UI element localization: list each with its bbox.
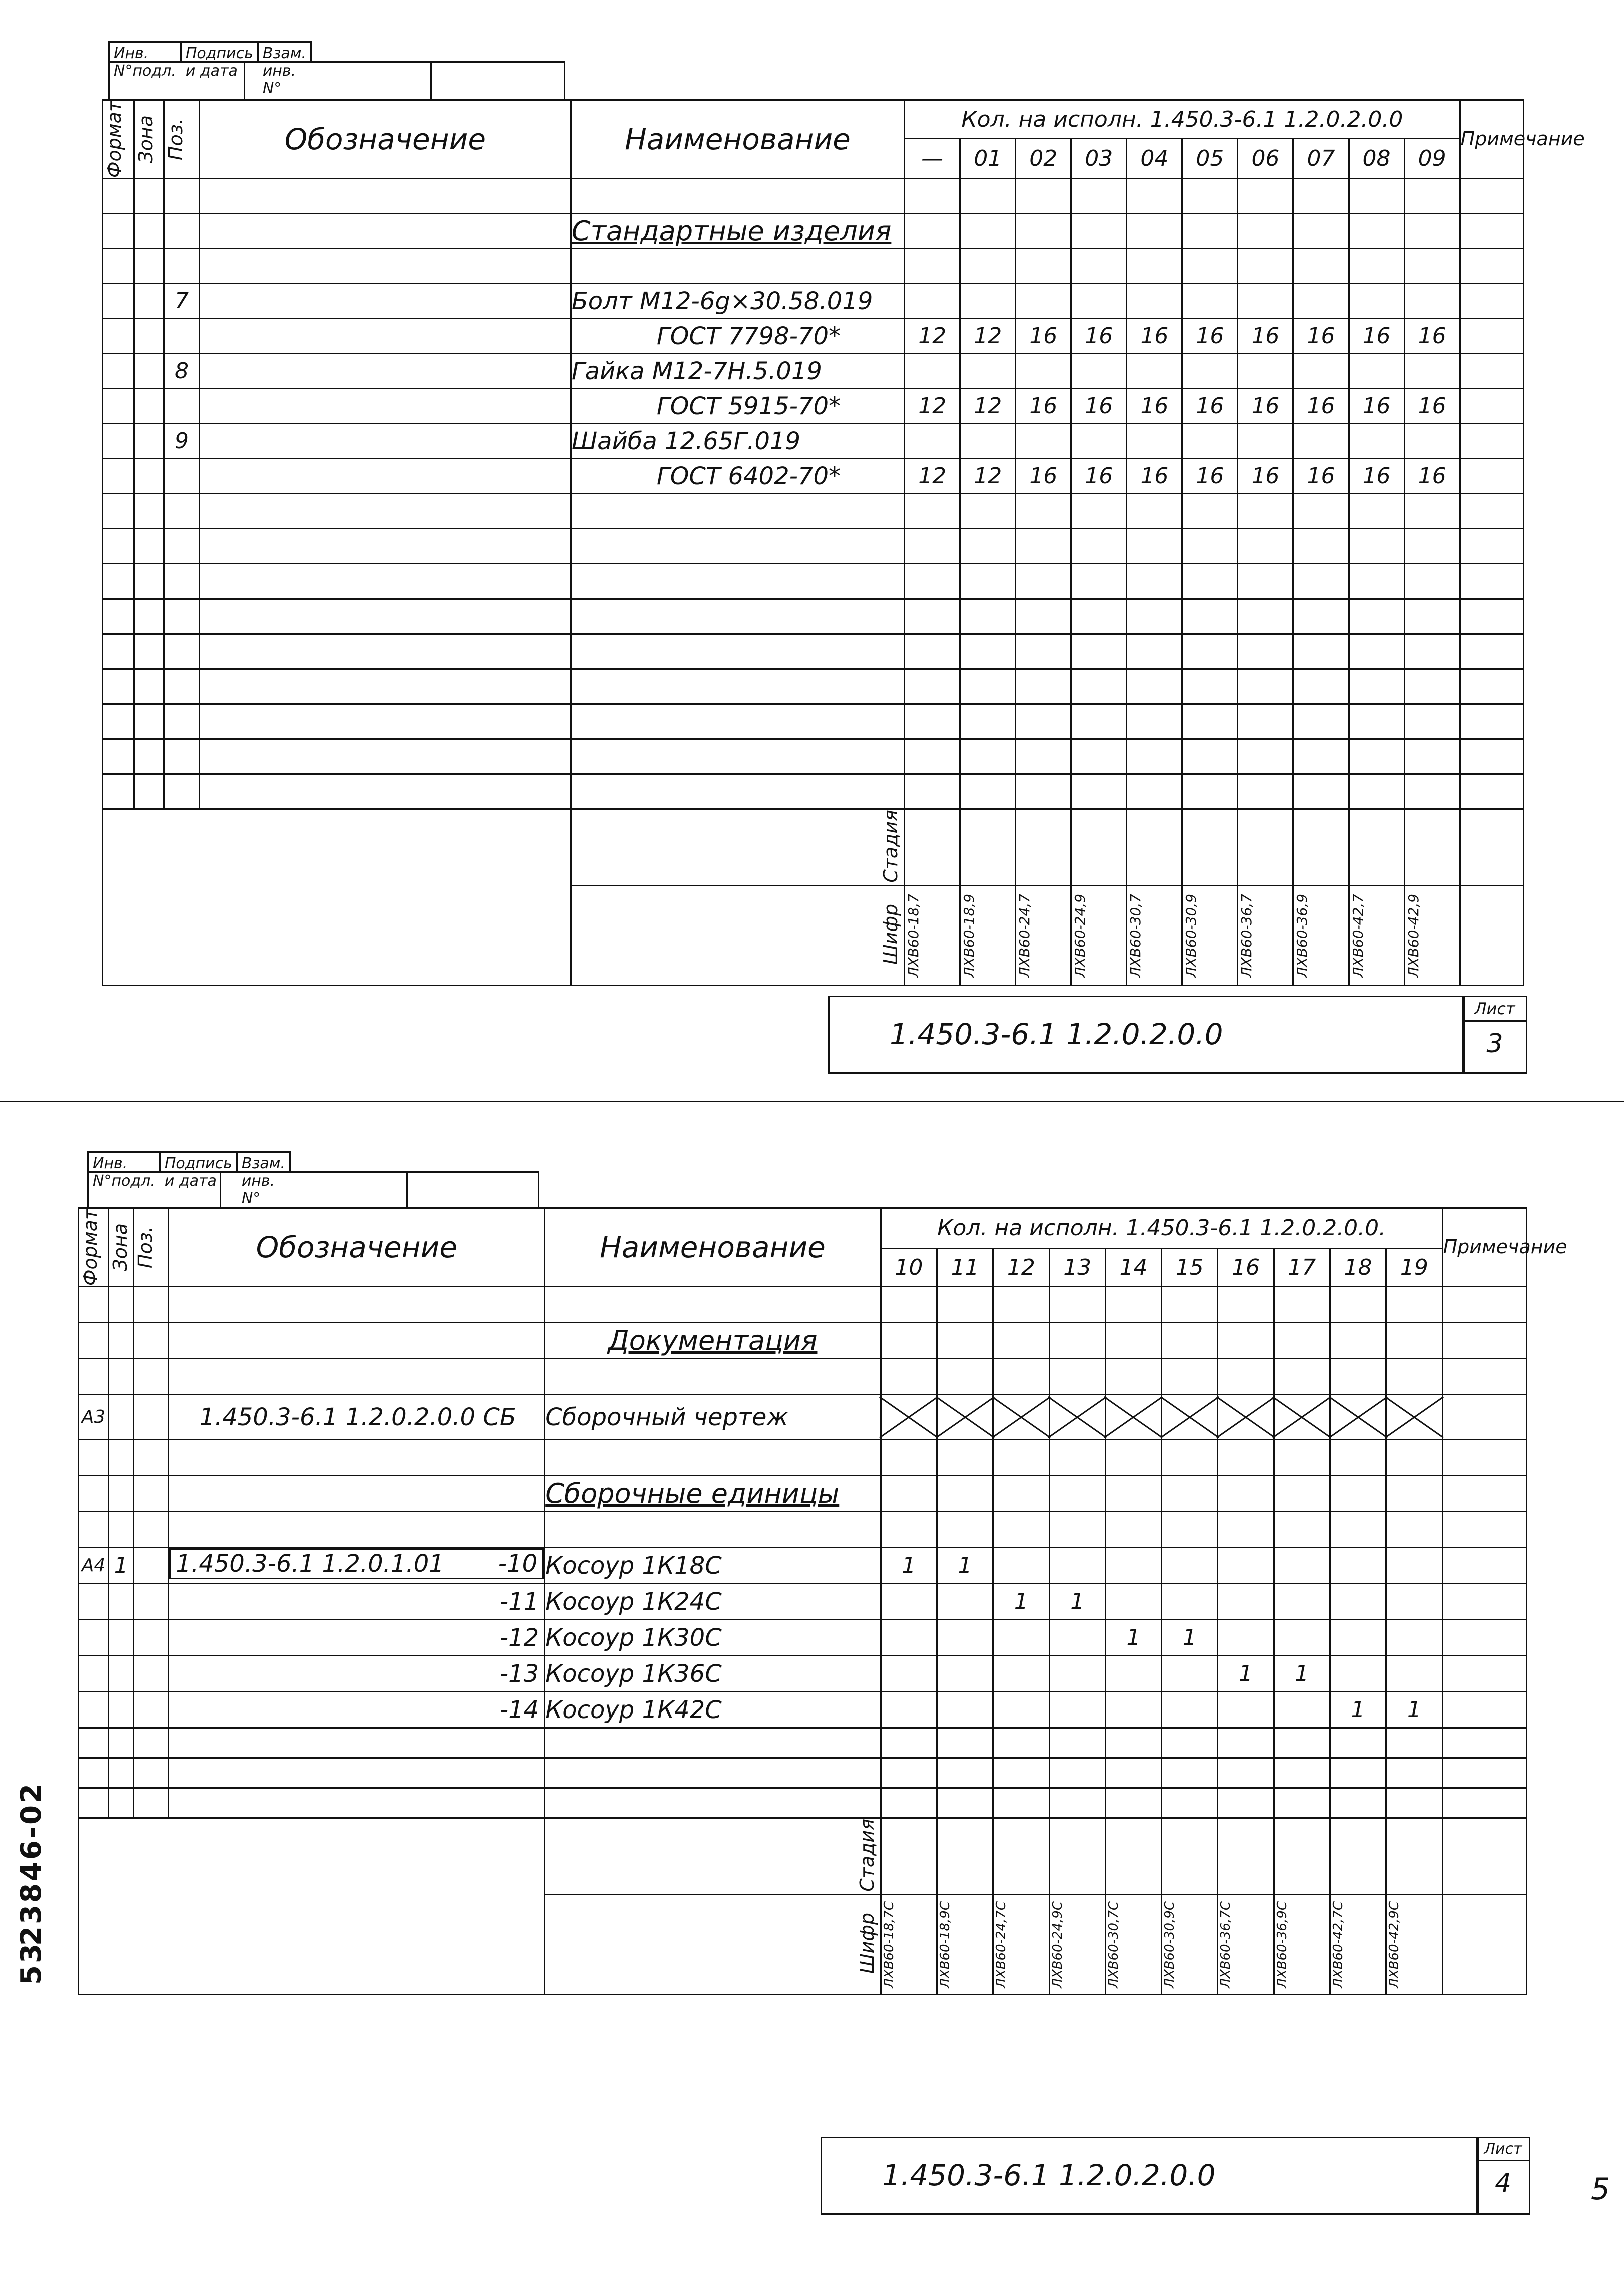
- item-name: Болт М12-6g×30.58.019: [571, 284, 904, 319]
- margin-page-number: 53: [15, 1942, 48, 1985]
- qty-cell: 16: [1016, 459, 1071, 494]
- variant-col: 10: [881, 1248, 937, 1286]
- table-row: [103, 459, 1524, 494]
- doc-number: 1.450.3-6.1 1.2.0.2.0.0: [890, 1017, 1223, 1051]
- row-name: Косоур 1К24С: [545, 1584, 881, 1620]
- table-row: [103, 424, 1524, 459]
- section-assembly-units: Сборочные единицы: [545, 1476, 881, 1512]
- qty-cell: 12: [905, 389, 960, 424]
- stage-label: Стадия: [856, 1819, 878, 1892]
- variant-col: 08: [1349, 139, 1404, 179]
- row-suffix: -11: [169, 1584, 545, 1620]
- variant-col: 13: [1049, 1248, 1105, 1286]
- cipher-cell: ЛХВ60-42,9С: [1387, 1901, 1402, 1988]
- cipher-cell: ЛХВ60-18,7С: [881, 1901, 897, 1988]
- variant-col: 04: [1127, 139, 1182, 179]
- col-note: Примечание: [1460, 100, 1523, 179]
- qty-cell: 16: [1016, 319, 1071, 354]
- col-pos: Поз.: [165, 118, 187, 161]
- table-row: [103, 284, 1524, 319]
- row-designation: 1.450.3-6.1 1.2.0.2.0.0 СБ: [169, 1395, 545, 1440]
- doc-number: 1.450.3-6.1 1.2.0.2.0.0: [882, 2158, 1216, 2192]
- cipher-cell: ЛХВ60-36,7: [1238, 893, 1255, 978]
- qty-cell: 16: [1349, 319, 1404, 354]
- page-divider: [0, 1101, 1624, 1102]
- qty-cell: 16: [1404, 319, 1460, 354]
- col-zone: Зона: [109, 1223, 132, 1271]
- table-row: [79, 1584, 1527, 1620]
- qty-cell: 16: [1404, 389, 1460, 424]
- cipher-cell: ЛХВ60-42,7: [1349, 893, 1366, 978]
- item-pos: 7: [164, 284, 200, 319]
- item-pos: 9: [164, 424, 200, 459]
- qty-cell: 16: [1349, 459, 1404, 494]
- qty-cell: 16: [1182, 459, 1238, 494]
- qty-cell: 16: [1293, 389, 1349, 424]
- col-format: Формат: [79, 1209, 101, 1286]
- sheet-number: 4: [1494, 2168, 1512, 2198]
- cipher-cell: ЛХВ60-30,7: [1127, 893, 1144, 978]
- qty-cell: 16: [1071, 389, 1127, 424]
- stamp-label-sign: Подпись и дата: [161, 1153, 238, 1173]
- qty-cell: 16: [1238, 389, 1293, 424]
- qty-cell: 16: [1127, 389, 1182, 424]
- qty-cell: 16: [1293, 459, 1349, 494]
- item-standard: ГОСТ 6402-70*: [571, 459, 904, 494]
- row-name: Сборочный чертеж: [545, 1395, 881, 1440]
- section-documentation: Документация: [545, 1323, 881, 1359]
- table-row: [79, 1548, 1527, 1584]
- variant-col: 16: [1218, 1248, 1274, 1286]
- qty-cell: 16: [1127, 459, 1182, 494]
- item-name: Гайка М12-7Н.5.019: [571, 354, 904, 389]
- col-pos: Поз.: [134, 1226, 157, 1269]
- qty-cell: 16: [1238, 319, 1293, 354]
- variant-col: 12: [993, 1248, 1049, 1286]
- sheet-label: Лист: [1477, 2138, 1529, 2161]
- variant-col: 19: [1386, 1248, 1442, 1286]
- qty-mark: 1: [1049, 1584, 1105, 1620]
- qty-cell: 16: [1016, 389, 1071, 424]
- cipher-cell: ЛХВ60-30,9С: [1162, 1901, 1178, 1988]
- approval-stamp-cells: [87, 1171, 539, 1209]
- stage-label: Стадия: [880, 810, 902, 883]
- approval-stamp-top: [108, 41, 312, 97]
- qty-mark: 1: [1162, 1620, 1218, 1656]
- row-format: А3: [79, 1395, 109, 1440]
- cipher-cell: ЛХВ60-42,9: [1405, 893, 1422, 978]
- variant-col: 07: [1293, 139, 1349, 179]
- table-row: [103, 389, 1524, 424]
- cipher-cell: ЛХВ60-30,9: [1183, 893, 1200, 978]
- title-block-sheet-3: [828, 996, 1465, 1074]
- col-designation: Обозначение: [169, 1208, 545, 1287]
- qty-cell: 16: [1071, 319, 1127, 354]
- table-row: [79, 1620, 1527, 1656]
- margin-album-code: 23846-02: [15, 1782, 48, 1946]
- cipher-cell: ЛХВ60-36,7С: [1218, 1901, 1234, 1988]
- qty-mark: 1: [881, 1548, 937, 1584]
- qty-cell: 12: [905, 319, 960, 354]
- sheet-number-box: [1462, 996, 1527, 1074]
- row-name: Косоур 1К42С: [545, 1692, 881, 1728]
- qty-mark: 1: [1330, 1692, 1386, 1728]
- qty-mark: 1: [937, 1548, 993, 1584]
- row-suffix: -14: [169, 1692, 545, 1728]
- variant-col: 05: [1182, 139, 1238, 179]
- variant-col: 18: [1330, 1248, 1386, 1286]
- row-format: А4: [79, 1548, 109, 1584]
- variant-col: 03: [1071, 139, 1127, 179]
- approval-stamp-cells: [108, 61, 565, 101]
- table-row: [79, 1656, 1527, 1692]
- stamp-label-inv: Инв. N°подл.: [110, 43, 182, 63]
- qty-cell: 12: [960, 319, 1016, 354]
- row-name: Косоур 1К30С: [545, 1620, 881, 1656]
- cipher-cell: ЛХВ60-36,9: [1294, 893, 1311, 978]
- stamp-label-inv: Инв. N°подл.: [89, 1153, 161, 1173]
- sheet-label: Лист: [1464, 997, 1526, 1022]
- item-standard: ГОСТ 7798-70*: [571, 319, 904, 354]
- variant-col: 15: [1162, 1248, 1218, 1286]
- table-row: [103, 319, 1524, 354]
- spec-table-sheet-3: [102, 99, 1585, 986]
- cipher-cell: ЛХВ60-18,7: [905, 893, 922, 978]
- stamp-label-sign: Подпись и дата: [182, 43, 259, 63]
- qty-mark: 1: [1386, 1692, 1442, 1728]
- qty-cell: 16: [1182, 389, 1238, 424]
- qty-cell: 16: [1238, 459, 1293, 494]
- corner-mark: 5: [1591, 2172, 1610, 2207]
- item-pos: 8: [164, 354, 200, 389]
- variant-col: 17: [1274, 1248, 1330, 1286]
- approval-stamp-top: [87, 1151, 291, 1207]
- variant-col: 11: [937, 1248, 993, 1286]
- table-row: [103, 354, 1524, 389]
- stamp-label-replace: Взам. инв. N°: [241, 1155, 285, 1207]
- col-name: Наименование: [545, 1208, 881, 1287]
- cipher-cell: ЛХВ60-36,9С: [1274, 1901, 1290, 1988]
- col-note: Примечание: [1442, 1208, 1526, 1287]
- qty-cell: 16: [1293, 319, 1349, 354]
- row-suffix: -12: [169, 1620, 545, 1656]
- variant-col: —: [905, 139, 960, 179]
- qty-title: Кол. на исполн. 1.450.3-6.1 1.2.0.2.0.0.: [881, 1208, 1442, 1249]
- row-name: Косоур 1К36С: [545, 1656, 881, 1692]
- item-standard: ГОСТ 5915-70*: [571, 389, 904, 424]
- qty-mark: 1: [1274, 1656, 1330, 1692]
- variant-col: 02: [1016, 139, 1071, 179]
- table-row: [79, 1692, 1527, 1728]
- title-block-sheet-4: [821, 2137, 1479, 2215]
- qty-cell: 16: [1349, 389, 1404, 424]
- qty-cell: 16: [1127, 319, 1182, 354]
- qty-mark: 1: [993, 1584, 1049, 1620]
- cipher-label: Шифр: [880, 904, 902, 965]
- cipher-cell: ЛХВ60-18,9: [961, 893, 978, 978]
- table-row: [79, 1395, 1527, 1440]
- variant-col: 06: [1238, 139, 1293, 179]
- col-name: Наименование: [571, 100, 904, 179]
- row-name: Косоур 1К18С: [545, 1548, 881, 1584]
- spec-table-sheet-4: [78, 1207, 1567, 1995]
- qty-mark: 1: [1105, 1620, 1161, 1656]
- qty-cell: 16: [1182, 319, 1238, 354]
- cipher-cell: ЛХВ60-18,9С: [938, 1901, 953, 1988]
- variant-col: 14: [1105, 1248, 1161, 1286]
- cipher-cell: ЛХВ60-24,7С: [994, 1901, 1009, 1988]
- cipher-cell: ЛХВ60-24,9С: [1050, 1901, 1065, 1988]
- row-designation: 1.450.3-6.1 1.2.0.1.01: [176, 1550, 444, 1578]
- qty-cell: 12: [960, 459, 1016, 494]
- row-pos: 1: [109, 1548, 134, 1584]
- qty-cell: 16: [1404, 459, 1460, 494]
- sheet-number: 3: [1486, 1029, 1503, 1059]
- col-zone: Зона: [134, 115, 157, 163]
- cipher-label: Шифр: [856, 1913, 878, 1974]
- cipher-cell: ЛХВ60-42,7С: [1330, 1901, 1346, 1988]
- cipher-cell: ЛХВ60-24,9: [1072, 893, 1089, 978]
- stamp-label-replace: Взам. инв. N°: [262, 45, 306, 97]
- col-format: Формат: [103, 101, 125, 178]
- cipher-cell: ЛХВ60-24,7: [1016, 893, 1033, 978]
- qty-cell: 16: [1071, 459, 1127, 494]
- section-standard-items: Стандартные изделия: [571, 214, 904, 249]
- cipher-cell: ЛХВ60-30,7С: [1106, 1901, 1121, 1988]
- row-suffix: -13: [169, 1656, 545, 1692]
- qty-cell: 12: [960, 389, 1016, 424]
- variant-col: 01: [960, 139, 1016, 179]
- item-name: Шайба 12.65Г.019: [571, 424, 904, 459]
- variant-col: 09: [1404, 139, 1460, 179]
- sheet-number-box: [1476, 2137, 1530, 2215]
- qty-title: Кол. на исполн. 1.450.3-6.1 1.2.0.2.0.0: [905, 100, 1460, 139]
- qty-cell: 12: [905, 459, 960, 494]
- qty-mark: 1: [1218, 1656, 1274, 1692]
- row-suffix: -10: [498, 1550, 538, 1578]
- col-designation: Обозначение: [199, 100, 571, 179]
